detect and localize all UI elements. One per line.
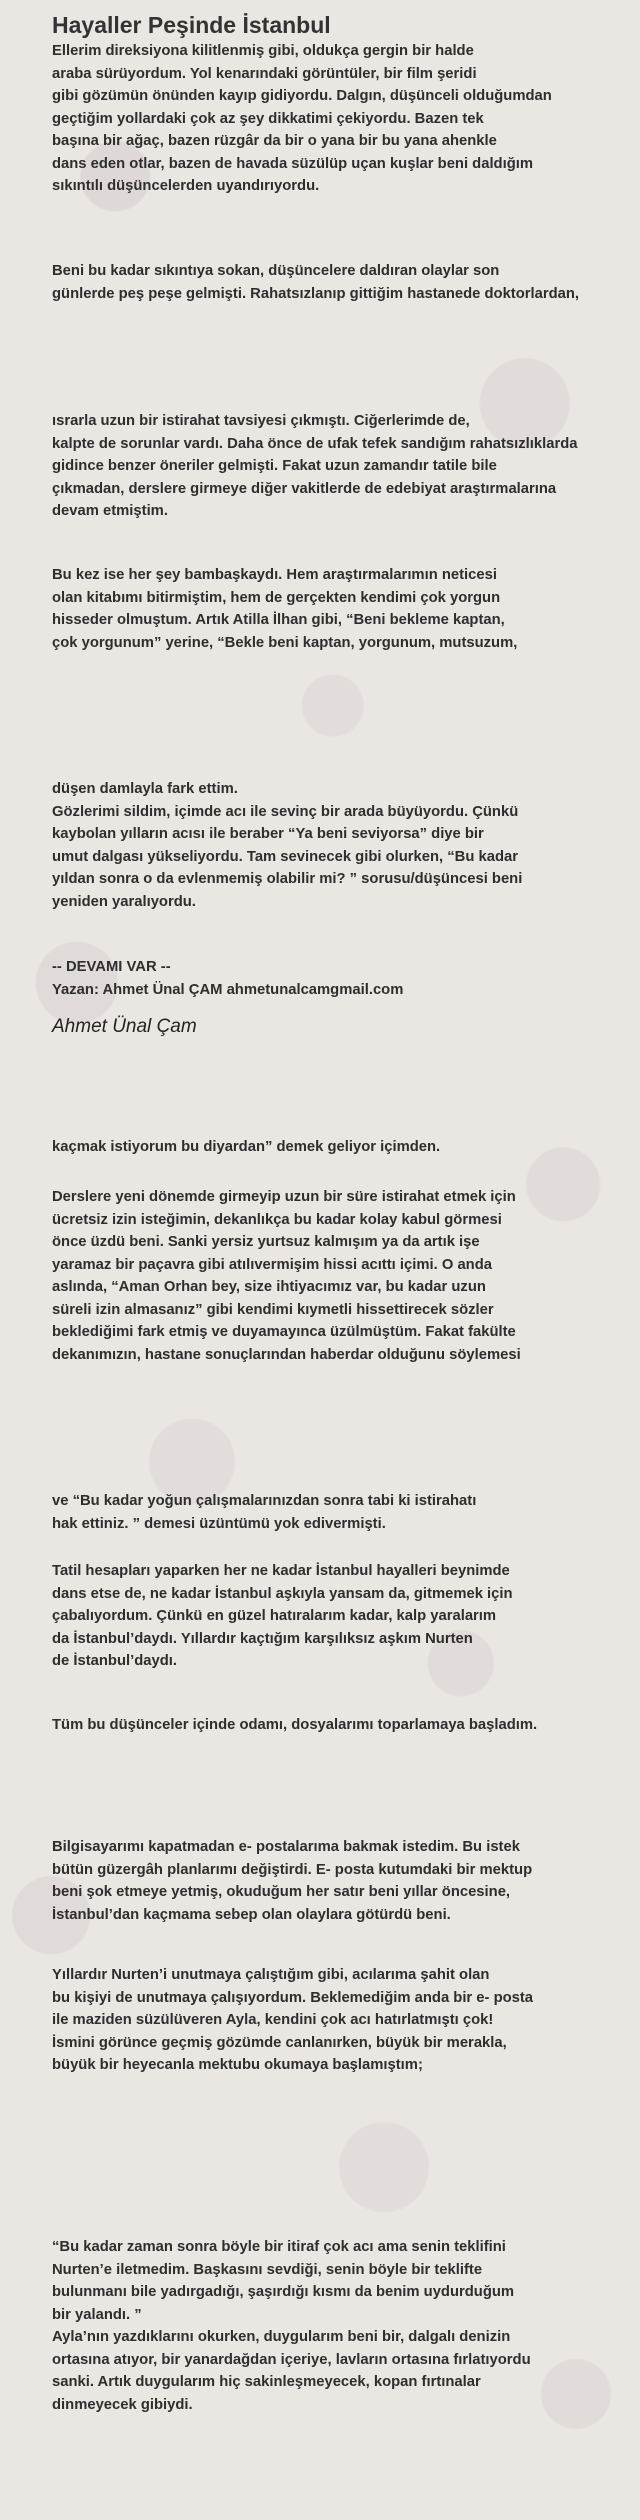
- paragraph-7: [52, 1186, 632, 1366]
- text-line: geçtiğim yollardaki çok az şey dikkatimi çekiyordu. Bazen tek: [52, 110, 484, 127]
- text-line: sanki. Artık duygularım hiç sakinleşmeyecek, kopan fırtınalar: [52, 2374, 481, 2390]
- paragraph-13: [52, 2236, 632, 2416]
- text-line: çıkmadan, derslere girmeye diğer vakitlerde de edebiyat araştırmalarına: [52, 480, 557, 497]
- text-line: düşen damlayla fark ettim.: [52, 781, 238, 797]
- author-signature: Ahmet Ünal Çam: [52, 1016, 197, 1037]
- text-line: Yıllardır Nurten’i unutmaya çalıştığım gibi, acılarıma şahit olan: [52, 1967, 490, 1983]
- text-line: gibi gözümün önünden kayıp gidiyordu. Dalgın, düşünceli olduğumdan: [52, 88, 552, 104]
- text-line: Tüm bu düşünceler içinde odamı, dosyalarımı toparlamaya başladım.: [52, 1717, 538, 1733]
- text-line: süreli izin almasanız” gibi kendimi kıymetli hissettirecek sözler: [52, 1301, 494, 1318]
- paragraph-6: [52, 1136, 632, 1159]
- text-line: bulunmanı bile yadırgadığı, şaşırdığı kısmı da benim uydurduğum: [52, 2284, 515, 2300]
- text-line: olan kitabımı bitirmiştim, hem de gerçekten kendimi çok yorgun: [52, 589, 501, 606]
- paragraph-3: [52, 410, 632, 523]
- text-line: bu kişiyi de unutmaya çalışıyordum. Beklemediğim anda bir e- posta: [52, 1989, 534, 2006]
- text-line: Ayla’nın yazdıklarını okurken, duygularım beni bir, dalgalı denizin: [52, 2329, 511, 2345]
- text-line: Gözlerimi sildim, içimde acı ile sevinç bir arada büyüyordu. Çünkü: [52, 803, 519, 820]
- text-line: Nurten’e iletmedim. Başkasını sevdiği, senin böyle bir teklifte: [52, 2261, 483, 2278]
- text-line: kaçmak istiyorum bu diyardan” demek geliyor içimden.: [52, 1139, 441, 1155]
- text-line: ısrarla uzun bir istirahat tavsiyesi çıkmıştı. Ciğerlerimde de,: [52, 413, 470, 429]
- text-line: da İstanbul’daydı. Yıllardır kaçtığım karşılıksız aşkım Nurten: [52, 1630, 473, 1647]
- paragraph-9: [52, 1560, 632, 1673]
- text-line: Ellerim direksiyona kilitlenmiş gibi, oldukça gergin bir halde: [52, 43, 474, 59]
- text-line: beklediğimi fark etmiş ve duyamayınca üzülmüştüm. Fakat fakülte: [52, 1324, 516, 1340]
- text-line: yıldan sonra o da evlenmemiş olabilir mi? ” sorusu/düşüncesi beni: [52, 871, 523, 887]
- paragraph-8: [52, 1490, 632, 1535]
- text-line: devam etmiştim.: [52, 503, 168, 519]
- paragraph-11: [52, 1836, 632, 1926]
- text-line: dans etse de, ne kadar İstanbul aşkıyla yansam da, gitmemek için: [52, 1585, 513, 1602]
- text-line: bütün güzergâh planlarımı değiştirdi. E- posta kutumdaki bir mektup: [52, 1861, 533, 1878]
- text-line: hisseder olmuştum. Artık Atilla İlhan gibi, “Beni bekleme kaptan,: [52, 612, 505, 628]
- page-title: Hayaller Peşinde İstanbul: [52, 12, 331, 38]
- paragraph-4: [52, 564, 632, 654]
- text-line: bir yalandı. ”: [52, 2306, 142, 2323]
- text-line: ücretsiz izin isteğimin, dekanlıkça bu kadar kolay kabul görmesi: [52, 1211, 502, 1228]
- text-line: önce üzdü beni. Sanki yersiz yurtsuz kalmışım ya da artık işe: [52, 1234, 480, 1250]
- text-line: aslında, “Aman Orhan bey, size ihtiyacımız var, bu kadar uzun: [52, 1279, 486, 1295]
- author-block: [52, 956, 632, 1001]
- paragraph-10: [52, 1714, 632, 1737]
- text-line: günlerde peş peşe gelmişti. Rahatsızlanıp gittiğim hastanede doktorlardan,: [52, 285, 580, 302]
- text-line: ve “Bu kadar yoğun çalışmalarınızdan sonra tabi ki istirahatı: [52, 1493, 477, 1509]
- text-line: kalpte de sorunlar vardı. Daha önce de ufak tefek sandığım rahatsızlıklarda: [52, 435, 578, 452]
- paragraph-2: [52, 260, 632, 305]
- text-line: Derslere yeni dönemde girmeyip uzun bir süre istirahat etmek için: [52, 1189, 516, 1205]
- text-line: İsmini görünce geçmiş gözümde canlanırken, büyük bir merakla,: [52, 2034, 507, 2051]
- text-line: ortasına atıyor, bir yanardağdan içeriye, lavların ortasına fırlatıyordu: [52, 2351, 531, 2368]
- text-line: Bu kez ise her şey bambaşkaydı. Hem araştırmalarımın neticesi: [52, 567, 497, 583]
- text-line: sıkıntılı düşüncelerden uyandırıyordu.: [52, 178, 320, 194]
- text-line: de İstanbul’daydı.: [52, 1653, 177, 1669]
- text-line: gidince benzer öneriler gelmişti. Fakat uzun zamandır tatile bile: [52, 458, 497, 474]
- text-line: başına bir ağaç, bazen rüzgâr da bir o yana bir bu yana ahenkle: [52, 133, 497, 149]
- text-line: Beni bu kadar sıkıntıya sokan, düşüncelere daldıran olaylar son: [52, 263, 500, 279]
- text-line: büyük bir heyecanla mektubu okumaya başlamıştım;: [52, 2057, 423, 2073]
- text-line: beni şok etmeye yetmiş, okuduğum her satır beni yıllar öncesine,: [52, 1884, 511, 1900]
- text-line: hak ettiniz. ” demesi üzüntümü yok edivermişti.: [52, 1515, 386, 1532]
- text-line: İstanbul’dan kaçmama sebep olan olaylara götürdü beni.: [52, 1906, 451, 1923]
- paragraph-1: [52, 40, 632, 198]
- text-line: ile maziden süzülüveren Ayla, kendini çok acı hatırlatmıştı çok!: [52, 2012, 494, 2028]
- continuation-note: -- DEVAMI VAR --: [52, 959, 171, 975]
- text-line: Bilgisayarımı kapatmadan e- postalarıma bakmak istedim. Bu istek: [52, 1839, 520, 1855]
- text-line: yeniden yaralıyordu.: [52, 893, 196, 910]
- text-line: dekanımızın, hastane sonuçlarından haberdar olduğunu söylemesi: [52, 1346, 521, 1363]
- text-line: çok yorgunum” yerine, “Bekle beni kaptan, yorgunum, mutsuzum,: [52, 634, 518, 651]
- text-line: Tatil hesapları yaparken her ne kadar İstanbul hayalleri beynimde: [52, 1563, 510, 1579]
- text-line: çabalıyordum. Çünkü en güzel hatıralarım kadar, kalp yaralarım: [52, 1608, 497, 1624]
- text-line: “Bu kadar zaman sonra böyle bir itiraf çok acı ama senin teklifini: [52, 2239, 506, 2255]
- text-line: yaramaz bir paçavra gibi atılıvermişim hissi acıttı içimi. O anda: [52, 1256, 492, 1273]
- text-line: dinmeyecek gibiydi.: [52, 2396, 193, 2413]
- text-line: kaybolan yılların acısı ile beraber “Ya beni seviyorsa” diye bir: [52, 826, 484, 842]
- text-line: araba sürüyordum. Yol kenarındaki görüntüler, bir film şeridi: [52, 65, 477, 82]
- author-line: Yazan: Ahmet Ünal ÇAM ahmetunalcamgmail.com: [52, 981, 404, 998]
- text-line: umut dalgası yükseliyordu. Tam sevinecek gibi olurken, “Bu kadar: [52, 848, 518, 865]
- text-line: dans eden otlar, bazen de havada süzülüp uçan kuşlar beni daldığım: [52, 155, 534, 172]
- paragraph-5: [52, 778, 632, 913]
- paragraph-12: [52, 1964, 632, 2077]
